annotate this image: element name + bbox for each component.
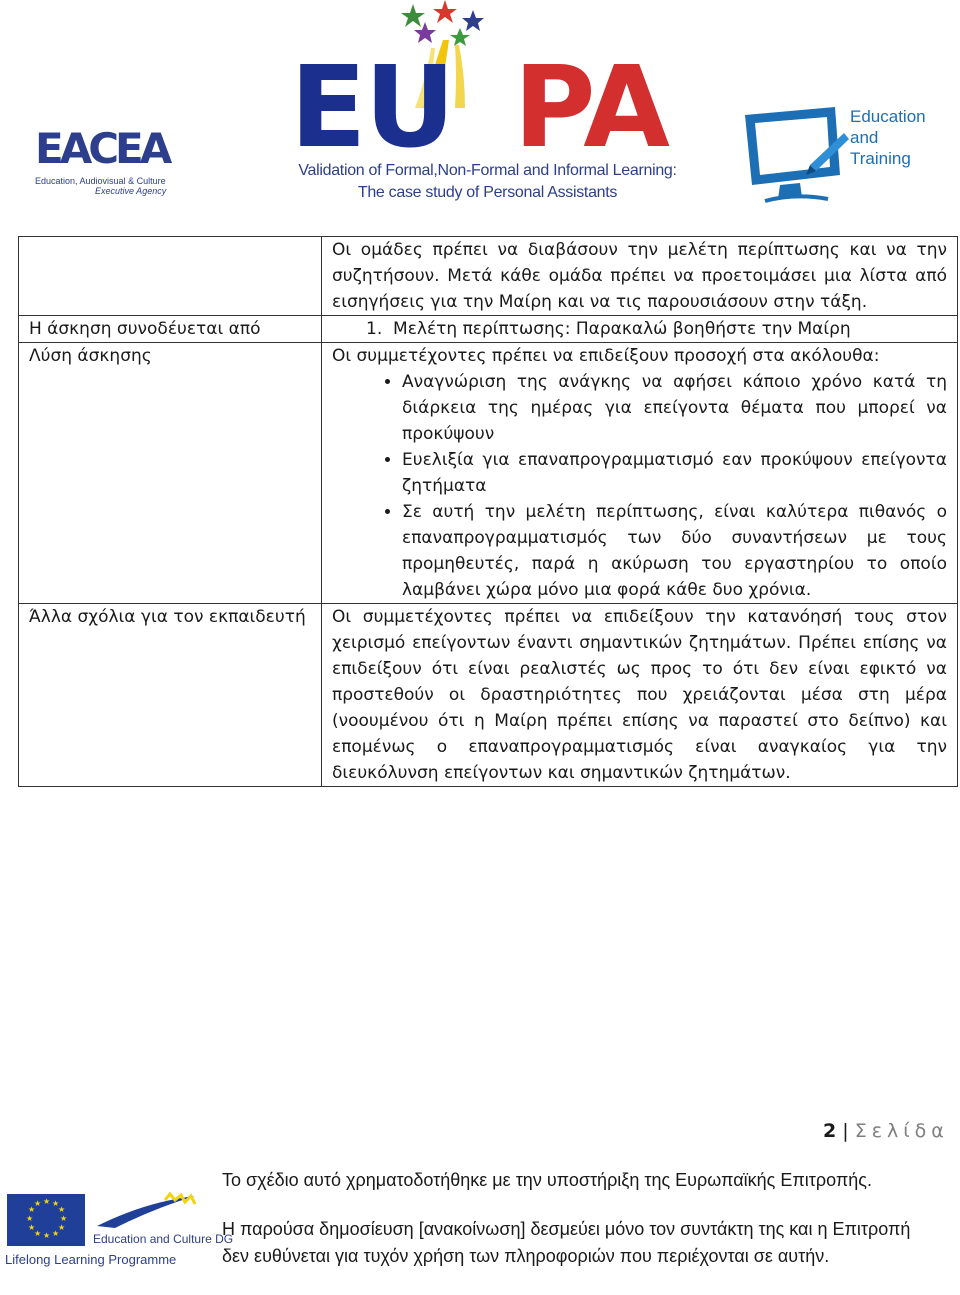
page-word: Σελίδα (854, 1120, 949, 1142)
row-label (19, 237, 322, 316)
list-item: • Αναγνώριση της ανάγκης να αφήσει κάποιο χρόνο κατά τη διάρκεια της ημέρας για επείγοντα θέματα που μπορεί να προκύψουν (402, 369, 947, 447)
svg-text:★: ★ (58, 1205, 66, 1214)
swoosh-icon (95, 1192, 205, 1232)
row-value-solution (322, 343, 958, 604)
page-number-separator: | (842, 1120, 849, 1142)
exercise-table (18, 236, 958, 787)
svg-text:★: ★ (43, 1231, 51, 1240)
llp-dg-label: Education and Culture DG (93, 1232, 234, 1246)
item-number: 1. (366, 319, 383, 339)
eacea-logo-mark: EACEA (35, 124, 169, 173)
et-line-training: Training (850, 149, 911, 168)
eupa-tagline-2: The case study of Personal Assistants (357, 184, 618, 201)
item-text: Μελέτη περίπτωσης: Παρακαλώ βοηθήστε την Μαίρη (393, 319, 851, 339)
row-value-trainer-comments: Οι συμμετέχοντες πρέπει να επιδείξουν την κατανόησή τους στον χειρισμό επείγοντων έναντι σημαντικών ζητημάτων. Πρέπει επίσης να επιδείξουν ότι είναι ρεαλιστές ως προς το ότι δεν είναι εφικτό να προστεθούν οι δραστηριότητες που χρειάζονται μέσα στη μέρα (νοουμένου ότι η Μαίρη πρέπει επίσης να παραστεί στο δείπνο) και επομένως ο επαναπρογραμματισμός είναι αναγκαίος για την διευκόλυνση επείγοντων και σημαντικών ζητημάτων. (322, 604, 958, 787)
svg-text:★: ★ (60, 1214, 68, 1223)
eacea-logo-agency: Executive Agency (95, 186, 167, 196)
education-training-text (850, 106, 926, 169)
svg-text:★: ★ (58, 1223, 66, 1232)
funding-statement: Το σχέδιο αυτό χρηματοδοτήθηκε με την υποστήριξη της Ευρωπαϊκής Επιτροπής. (222, 1170, 872, 1190)
svg-text:★: ★ (43, 1197, 51, 1206)
eupa-tagline-1: Validation of Formal,Non-Formal and Informal Learning: (298, 162, 677, 179)
eupa-wordmark-eu: EU (290, 43, 454, 173)
eacea-logo-subtitle: Education, Audiovisual & Culture (35, 176, 166, 186)
svg-text:★: ★ (26, 1214, 34, 1223)
eu-flag-icon (7, 1194, 85, 1250)
lifelong-learning-logo (5, 1192, 234, 1282)
table-row (19, 237, 958, 316)
eupa-wordmark-pa: PA (513, 43, 668, 173)
education-training-logo (740, 100, 950, 210)
et-line-and: and (850, 128, 879, 147)
numbered-item (332, 316, 947, 342)
svg-text:★: ★ (34, 1229, 42, 1238)
page-number-value: 2 (823, 1120, 837, 1142)
et-line-education: Education (850, 107, 926, 126)
row-label-trainer-comments: Άλλα σχόλια για τον εκπαιδευτή (19, 604, 322, 787)
llp-programme-label: Lifelong Learning Programme (5, 1252, 177, 1267)
table-row (19, 316, 958, 343)
solution-intro: Οι συμμετέχοντες πρέπει να επιδείξουν προσοχή στα ακόλουθα: (332, 346, 880, 366)
svg-text:★: ★ (34, 1199, 42, 1208)
svg-text:★: ★ (28, 1205, 36, 1214)
svg-text:★: ★ (52, 1229, 60, 1238)
row-value-accompanied-by (322, 316, 958, 343)
eacea-logo (35, 124, 170, 208)
svg-text:★: ★ (28, 1223, 36, 1232)
row-label-solution: Λύση άσκησης (19, 343, 322, 604)
row-label-accompanied-by: Η άσκηση συνοδέυεται από (19, 316, 322, 343)
disclaimer-statement: Η παρούσα δημοσίευση [ανακοίνωση] δεσμεύει μόνο τον συντάκτη της και η Επιτροπή δεν ευθύνεται για τυχόν χρήση των πληροφοριών που περιέχονται σε αυτήν. (222, 1219, 911, 1266)
computer-pencil-icon (740, 105, 850, 210)
solution-bullet-list (332, 369, 947, 603)
eupa-logo (290, 0, 680, 210)
page-number (823, 1120, 949, 1142)
table-row (19, 604, 958, 787)
row-value-instructions: Οι ομάδες πρέπει να διαβάσουν την μελέτη περίπτωσης και να την συζητήσουν. Μετά κάθε ομάδα πρέπει να προετοιμάσει μια λίστα από εισηγήσεις για την Μαίρη και να τις παρουσιάσουν στην τάξη. (322, 237, 958, 316)
list-item: • Ευελιξία για επαναπρογραμματισμό εαν προκύψουν επείγοντα ζητήματα (402, 447, 947, 499)
list-item: • Σε αυτή την μελέτη περίπτωσης, είναι καλύτερα πιθανός ο επαναπρογραμματισμός των δύο συναντήσεων με τους προμηθευτές, παρά η ακύρωση του εργαστηρίου το οποίο λαμβάνει χώρα μόνο μια φορά κάθε δυο χρόνια. (402, 499, 947, 603)
svg-text:★: ★ (52, 1199, 60, 1208)
table-row (19, 343, 958, 604)
